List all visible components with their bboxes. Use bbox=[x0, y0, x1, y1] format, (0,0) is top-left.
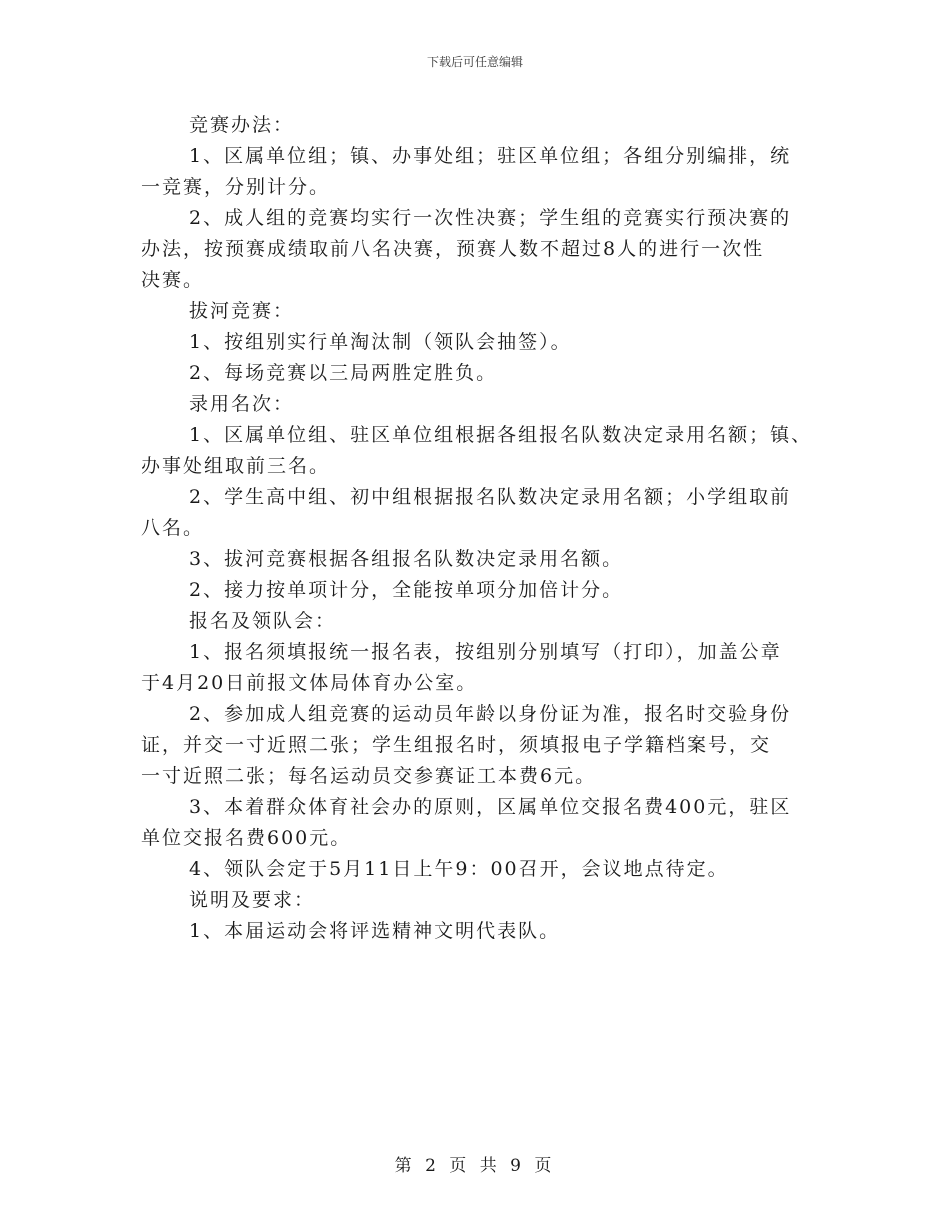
paragraph-line: 单位交报名费600元。 bbox=[141, 827, 352, 849]
paragraph-line: 证，并交一寸近照二张；学生组报名时，须填报电子学籍档案号，交 bbox=[141, 734, 772, 756]
paragraph-line: 1、区属单位组、驻区单位组根据各组报名队数决定录用名额；镇、 bbox=[189, 424, 813, 446]
paragraph-line: 3、本着群众体育社会办的原则，区属单位交报名费400元，驻区 bbox=[189, 796, 792, 818]
paragraph-line: 一竞赛，分别计分。 bbox=[141, 176, 331, 198]
paragraph-line: 2、成人组的竞赛均实行一次性决赛；学生组的竞赛实行预决赛的 bbox=[189, 207, 792, 229]
paragraph-line: 1、报名须填报统一报名表，按组别分别填写（打印），加盖公章 bbox=[189, 641, 782, 663]
paragraph-line: 办事处组取前三名。 bbox=[141, 455, 331, 477]
paragraph-line: 2、参加成人组竞赛的运动员年龄以身份证为准，报名时交验身份 bbox=[189, 703, 792, 725]
paragraph-line: 于4月20日前报文体局体育办公室。 bbox=[141, 672, 478, 694]
paragraph-line: 八名。 bbox=[141, 517, 205, 539]
paragraph-line: 2、接力按单项计分，全能按单项分加倍计分。 bbox=[189, 579, 624, 601]
paragraph-line: 办法，按预赛成绩取前八名决赛，预赛人数不超过8人的进行一次性 bbox=[141, 238, 765, 260]
paragraph-line: 1、区属单位组；镇、办事处组；驻区单位组；各组分别编排，统 bbox=[189, 145, 792, 167]
paragraph-line: 3、拔河竞赛根据各组报名队数决定录用名额。 bbox=[189, 548, 624, 570]
paragraph-line: 2、每场竞赛以三局两胜定胜负。 bbox=[189, 362, 498, 384]
paragraph-line: 1、按组别实行单淘汰制（领队会抽签）。 bbox=[189, 331, 572, 353]
paragraph-line: 决赛。 bbox=[141, 269, 205, 291]
paragraph-line: 1、本届运动会将评选精神文明代表队。 bbox=[189, 920, 561, 942]
section-heading-ranking: 录用名次： bbox=[189, 393, 295, 415]
paragraph-line: 4、领队会定于5月11日上午9：00召开，会议地点待定。 bbox=[189, 858, 729, 880]
paragraph-line: 2、学生高中组、初中组根据报名队数决定录用名额；小学组取前 bbox=[189, 486, 792, 508]
section-heading-registration: 报名及领队会： bbox=[189, 610, 337, 632]
page-header: 下载后可任意编辑 bbox=[426, 55, 523, 69]
section-heading-competition-method: 竞赛办法： bbox=[189, 114, 295, 136]
section-heading-requirements: 说明及要求： bbox=[189, 889, 316, 911]
section-heading-tug-of-war: 拔河竞赛： bbox=[189, 300, 295, 322]
page-number-footer: 第 2 页 共 9 页 bbox=[394, 1156, 556, 1176]
document-body bbox=[141, 110, 831, 947]
paragraph-line: 一寸近照二张；每名运动员交参赛证工本费6元。 bbox=[141, 765, 597, 787]
